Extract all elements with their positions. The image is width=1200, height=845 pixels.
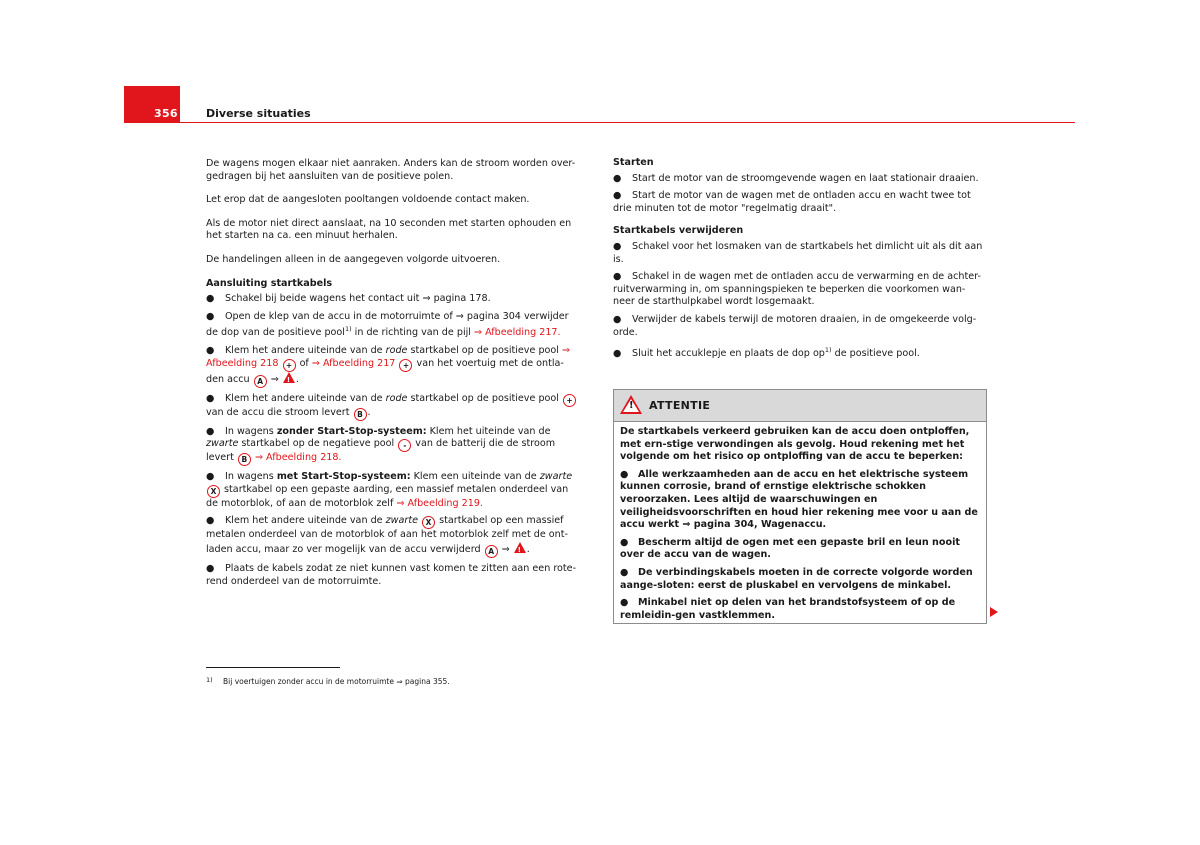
warning-header (614, 390, 986, 422)
callout-b-icon: B (238, 453, 251, 466)
bullet-icon: ● (613, 348, 622, 360)
warning-intro: De startkabels verkeerd gebruiken kan de accu doen ontploffen, met ern-stige verwondingen als gevolg. Houd rekening met het volgende om het risico op ontploffing van de accu te beperken: (620, 426, 970, 463)
warning-item: ● De verbindingskabels moeten in de correcte volgorde worden aange-sloten: eerst de pluskabel en vervolgens de minkabel. (620, 566, 973, 591)
footnote (206, 676, 450, 686)
figure-link[interactable]: ⇒ Afbeelding 218. (254, 452, 342, 464)
subheading-starten: Starten (613, 157, 654, 168)
warning-label: ATTENTIE (649, 399, 711, 412)
callout-b-icon: B (354, 408, 367, 421)
list-item: ● Open de klep van de accu in de motorruimte of ⇒ pagina 304 verwijder de dop van de positieve pool$^{1)}$ in de richting van de pijl ⇒ Afbeelding 217. (206, 310, 569, 339)
footnote-text: Bij voertuigen zonder accu in de motorruimte ⇒ pagina 355. (223, 677, 450, 686)
bullet-icon: ● (206, 425, 215, 437)
list-item: ● Schakel bij beide wagens het contact uit ⇒ pagina 178. (206, 293, 491, 305)
list-item: ● In wagens met Start-Stop-systeem: Klem een uiteinde van de zwarte X startkabel op een gepaste aarding, een massief metalen onderdeel van de motorblok, of aan de motorblok zelf ⇒ Afbeelding 219. (206, 471, 573, 509)
bullet-icon: ● (613, 313, 622, 325)
warning-box (613, 389, 987, 624)
list-item: ● Klem het andere uiteinde van de rode startkabel op de positieve pool ⇒ Afbeelding 218 + of ⇒ Afbeelding 217 + van het voertuig met de ontla-den accu A ⇒ !. (206, 345, 580, 388)
warning-item: ● Alle werkzaamheden aan de accu en het elektrische systeem kunnen corrosie, brand of ernstige elektrische schokken veroorzaken. Lees altijd de waarschuwingen en veiligheidsvoorschriften en houd hier rekening mee voor u aan de accu werkt ⇒ pagina 304, Wagenaccu. (620, 468, 978, 531)
list-item: ● Sluit het accuklepje en plaats de dop $op^{1)}$ de positieve pool. (613, 346, 920, 360)
callout-a-icon: A (254, 375, 267, 388)
figure-link[interactable]: ⇒ Afbeelding 217. (474, 327, 561, 339)
list-item: ● Plaats de kabels zodat ze niet kunnen vast komen te zitten aan een rote-rend onderdeel van de motorruimte. (206, 562, 577, 587)
list-item: ● Klem het andere uiteinde van de zwarte X startkabel op een massief metalen onderdeel van de motorblok of aan het motorblok zelf met de ont-laden accu, maar zo ver mogelijk van de accu verwijderd A ⇒ !. (206, 515, 580, 558)
bullet-icon: ● (613, 190, 622, 202)
bullet-icon: ● (206, 471, 215, 483)
footnote-ref[interactable]: 1) (824, 346, 832, 355)
bullet-icon: ● (206, 310, 215, 322)
list-item: ● Start de motor van de wagen met de ontladen accu en wacht twee tot drie minuten tot de motor "regelmatig draait". (613, 190, 971, 214)
figure-link[interactable]: ⇒ Afbeelding 218 (206, 344, 571, 369)
paragraph: De handelingen alleen in de aangegeven volgorde uitvoeren. (206, 253, 501, 265)
figure-link[interactable]: ⇒ Afbeelding 217 (311, 357, 396, 369)
bullet-icon: ● (620, 597, 629, 609)
footnote-mark: 1) (206, 676, 213, 684)
warning-icon (620, 395, 642, 414)
bullet-icon: ● (620, 468, 629, 480)
plus-icon: + (283, 359, 296, 372)
continue-arrow-icon (990, 607, 998, 617)
warning-icon (283, 372, 295, 383)
warning-body (614, 422, 986, 631)
list-item: ● Verwijder de kabels terwijl de motoren draaien, in de omgekeerde volg-orde. (613, 313, 977, 338)
page-number: 356 (124, 86, 180, 123)
warning-item: ● Minkabel niet op delen van het brandstofsysteem of op de remleidin-gen vastklemmen. (620, 597, 956, 621)
bullet-icon: ● (206, 344, 215, 356)
warning-icon (514, 542, 526, 553)
bullet-icon: ● (206, 562, 215, 574)
minus-icon: - (398, 439, 411, 452)
page-link[interactable]: ⇒ pagina 178. (422, 293, 491, 305)
bullet-icon: ● (206, 392, 215, 404)
list-item: ● Schakel in de wagen met de ontladen accu de verwarming en de achter-ruitverwarming in, om spanningspieken te beperken die voorkomen wan-neer de starthulpkabel wordt losgemaakt. (613, 271, 981, 308)
warning-item: ● Bescherm altijd de ogen met een gepaste bril en leun nooit over de accu van de wagen. (620, 536, 960, 561)
right-column (613, 157, 987, 366)
bullet-icon: ● (613, 240, 622, 252)
callout-x-icon: X (207, 485, 220, 498)
subheading-aansluiting: Aansluiting startkabels (206, 277, 333, 289)
bullet-icon: ● (206, 515, 215, 527)
bullet-icon: ● (206, 293, 215, 305)
bullet-icon: ● (613, 271, 622, 283)
subheading-verwijderen: Startkabels verwijderen (613, 225, 744, 237)
plus-icon: + (399, 359, 412, 372)
list-item: ● Klem het andere uiteinde van de rode startkabel op de positieve pool + van de accu die stroom levert B . (206, 393, 580, 421)
list-item: ● Schakel voor het losmaken van de startkabels het dimlicht uit als dit aan is. (613, 240, 983, 265)
section-title: Diverse situaties (206, 107, 311, 120)
paragraph: Als de motor niet direct aanslaat, na 10 seconden met starten ophouden en het starten na ca. een minuut herhalen. (206, 217, 572, 242)
paragraph: De wagens mogen elkaar niet aanraken. Anders kan de stroom worden over-gedragen bij het aansluiten van de positieve polen. (206, 158, 576, 182)
paragraph: Let erop dat de aangesloten pooltangen voldoende contact maken. (206, 194, 530, 206)
plus-icon: + (563, 394, 576, 407)
list-item: ● In wagens zonder Start-Stop-systeem: Klem het uiteinde van de zwarte startkabel op de negatieve pool - van de batterij die de stroom levert B ⇒ Afbeelding 218. (206, 425, 556, 465)
bullet-icon: ● (620, 566, 629, 578)
header-rule (180, 122, 1075, 123)
bullet-icon: ● (613, 172, 622, 184)
callout-x-icon: X (422, 516, 435, 529)
footnote-rule (206, 667, 340, 668)
footnote-ref[interactable]: 1) (344, 325, 352, 334)
bullet-icon: ● (620, 536, 629, 548)
callout-a-icon: A (485, 545, 498, 558)
left-column (206, 158, 580, 593)
figure-link[interactable]: ⇒ Afbeelding 219. (396, 497, 483, 509)
list-item: ● Start de motor van de stroomgevende wagen en laat stationair draaien. (613, 172, 979, 184)
